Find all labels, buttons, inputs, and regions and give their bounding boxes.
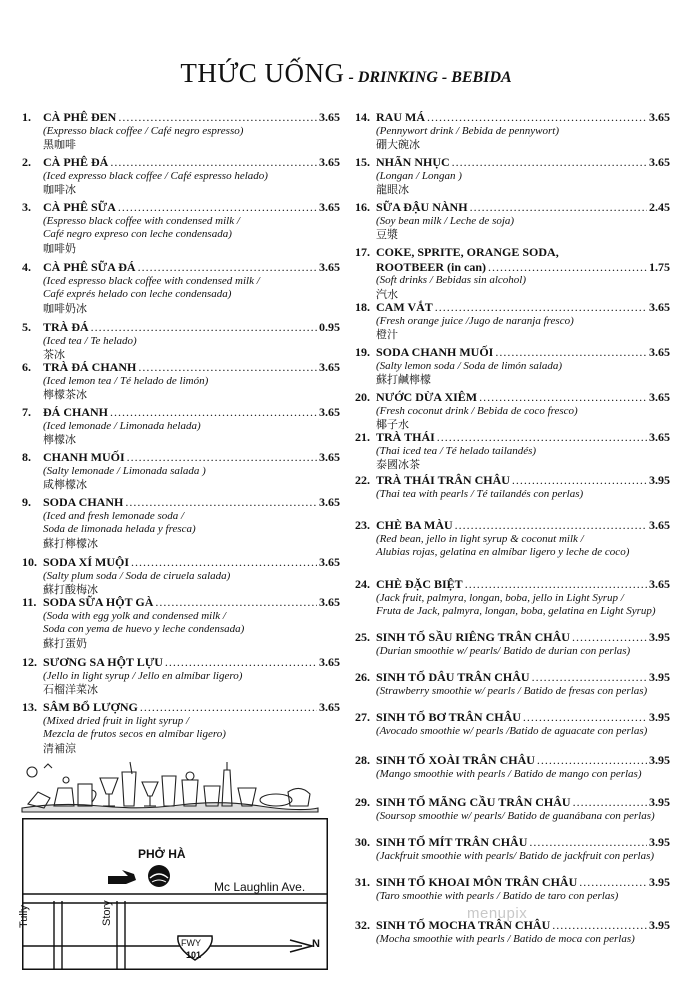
item-description: (Salty plum soda / Soda de ciruela salada)	[43, 569, 231, 582]
item-chinese-name: 椰子水	[376, 418, 409, 431]
item-description: (Strawberry smoothie w/ pearls / Batido de fresas con perlas)	[376, 684, 648, 697]
dot-leader	[140, 700, 317, 715]
dot-leader	[110, 405, 317, 420]
item-chinese-name: 咖啡奶	[43, 241, 76, 255]
item-name: SINH TỐ MÃNG CẦU TRÂN CHÂU	[376, 795, 571, 809]
dot-leader	[452, 155, 647, 170]
item-number: 21.	[355, 430, 370, 444]
item-description: Café negro expreso con leche condensada)	[43, 228, 232, 240]
item-description: (Soft drinks / Bebidas sin alcohol)	[376, 274, 527, 286]
item-header	[22, 155, 340, 170]
item-chinese-name: 泰國冰茶	[376, 458, 420, 471]
menu-item	[355, 430, 670, 472]
item-header	[355, 300, 670, 315]
item-number: 29.	[355, 795, 370, 809]
menu-item	[22, 405, 340, 447]
item-name: CHÈ BA MÀU	[376, 518, 453, 532]
title-subtitle: - DRINKING - BEBIDA	[344, 69, 512, 86]
item-name: CAM VẮT	[376, 300, 433, 314]
item-name: TRÀ ĐÁ	[43, 320, 89, 334]
item-description: (Salty lemonade / Limonada salada )	[43, 464, 206, 477]
item-header	[355, 670, 670, 685]
item-chinese-name: 蘇打鹹檸檬	[376, 373, 431, 386]
item-name: CHANH MUỐI	[43, 450, 125, 464]
menu-item	[22, 450, 340, 492]
item-description: (Jello in light syrup / Jello en almíbar ligero)	[43, 669, 243, 682]
item-price: 3.95	[649, 795, 670, 809]
item-price: 3.65	[319, 495, 340, 509]
menu-item	[355, 200, 670, 242]
item-header	[355, 200, 670, 215]
item-price: 3.95	[649, 918, 670, 932]
item-price: 3.95	[649, 875, 670, 889]
item-chinese-name: 石榴洋菜冰	[43, 683, 98, 696]
item-price: 3.65	[649, 390, 670, 404]
dot-leader	[479, 390, 647, 405]
item-description: (Soda with egg yolk and condensed milk /	[43, 609, 226, 622]
map-north-label: N	[312, 938, 320, 950]
item-description: (Iced tea / Te helado)	[43, 334, 137, 347]
menu-item	[22, 320, 340, 362]
item-header	[355, 473, 670, 488]
item-description: (Mango smoothie with pearls / Batido de mango con perlas)	[376, 767, 642, 780]
item-chinese-name: 蘇打檸檬冰	[43, 536, 98, 550]
item-header	[22, 595, 340, 610]
menu-item	[355, 795, 670, 823]
map-restaurant-label: PHỞ HÀ	[138, 847, 186, 861]
menu-item	[22, 360, 340, 402]
item-price: 3.95	[649, 670, 670, 684]
item-description: (Soy bean milk / Leche de soja)	[376, 214, 515, 227]
menu-item	[22, 155, 340, 197]
dot-leader	[529, 835, 647, 850]
item-description: Café exprés helado con leche condensada)	[43, 288, 232, 300]
menu-item	[355, 245, 670, 302]
item-price: 3.65	[319, 595, 340, 609]
item-description: Soda con yema de huevo y leche condensada)	[43, 623, 245, 635]
item-header	[22, 200, 340, 215]
item-number: 16.	[355, 200, 370, 214]
item-chinese-name: 檸檬茶冰	[43, 388, 87, 401]
item-header	[355, 577, 670, 592]
item-chinese-name: 咖啡奶冰	[43, 301, 87, 315]
item-description: (Fresh orange juice /Jugo de naranja fresco)	[376, 314, 574, 327]
item-number: 12.	[22, 655, 37, 669]
map-story-label: Story	[101, 900, 113, 926]
item-chinese-name: 黑咖啡	[43, 138, 76, 151]
item-description: (Mixed dried fruit in light syrup /	[43, 714, 190, 727]
menu-item	[22, 555, 340, 597]
item-chinese-name: 咸檸檬冰	[43, 478, 87, 491]
item-name-line2: ROOTBEER (in can)	[376, 259, 487, 274]
dot-leader	[573, 795, 647, 810]
item-header	[355, 245, 670, 260]
item-price: 0.95	[319, 320, 340, 334]
item-description: (Durian smoothie w/ pearls/ Batido de durian con perlas)	[376, 644, 631, 657]
item-name: SINH TỐ MOCHA TRÂN CHÂU	[376, 918, 551, 932]
item-name: SINH TỐ KHOAI MÔN TRÂN CHÂU	[376, 875, 578, 889]
menu-item	[22, 595, 340, 651]
item-chinese-name: 硼大碗冰	[376, 138, 420, 151]
item-header	[355, 875, 670, 890]
item-header	[22, 320, 340, 335]
item-name: SODA SỮA HỘT GÀ	[43, 595, 154, 609]
item-number: 11.	[22, 595, 37, 609]
item-header	[355, 155, 670, 170]
item-chinese-name: 檸檬冰	[43, 433, 76, 446]
item-header	[355, 753, 670, 768]
item-price: 3.65	[319, 360, 340, 374]
menu-item	[22, 260, 340, 316]
dot-leader	[532, 670, 647, 685]
item-price: 3.65	[319, 155, 340, 169]
drinks-illustration	[20, 758, 320, 814]
item-name: TRÀ THÁI	[376, 430, 435, 444]
dot-leader	[131, 555, 317, 570]
item-price: 3.95	[649, 753, 670, 767]
item-header	[355, 835, 670, 850]
item-chinese-name: 蘇打酸梅冰	[43, 583, 98, 596]
item-number: 23.	[355, 518, 370, 532]
item-description: (Mocha smoothie with pearls / Batido de moca con perlas)	[376, 932, 635, 945]
item-chinese-name: 龍眼冰	[376, 183, 409, 196]
item-price: 3.65	[319, 405, 340, 419]
dot-leader	[455, 518, 647, 533]
item-name: SỮA ĐẬU NÀNH	[376, 200, 468, 214]
item-header	[22, 655, 340, 670]
item-description: (Espresso black coffee with condensed milk /	[43, 214, 240, 227]
item-header	[22, 450, 340, 465]
item-price: 3.65	[649, 155, 670, 169]
item-chinese-name: 蘇打蛋奶	[43, 636, 87, 650]
dot-leader	[572, 630, 647, 645]
menu-item	[355, 670, 670, 698]
item-chinese-name: 清補涼	[43, 741, 76, 755]
location-map	[22, 818, 328, 970]
item-price: 3.65	[649, 110, 670, 124]
dot-leader	[470, 200, 647, 215]
item-number: 28.	[355, 753, 370, 767]
item-price: 3.65	[319, 200, 340, 214]
item-number: 27.	[355, 710, 370, 724]
item-chinese-name: 茶冰	[43, 348, 65, 361]
item-name: CÀ PHÊ ĐEN	[43, 110, 117, 124]
item-number: 22.	[355, 473, 370, 487]
item-price: 3.65	[649, 345, 670, 359]
map-tully-label: Tully	[18, 905, 30, 928]
menu-item	[22, 110, 340, 152]
menu-item	[22, 700, 340, 756]
item-header	[22, 700, 340, 715]
item-name: COKE, SPRITE, ORANGE SODA,	[376, 245, 559, 259]
dot-leader	[495, 345, 647, 360]
menu-item	[355, 630, 670, 658]
item-description: (Iced espresso black coffee with condensed milk /	[43, 274, 260, 287]
item-description: (Fresh coconut drink / Bebida de coco fresco)	[376, 404, 578, 417]
item-number: 24.	[355, 577, 370, 591]
item-description: (Salty lemon soda / Soda de limón salada)	[376, 359, 563, 372]
item-name: CÀ PHÊ ĐÁ	[43, 155, 109, 169]
item-name: ĐÁ CHANH	[43, 405, 108, 419]
item-header	[355, 260, 670, 275]
item-price: 3.95	[649, 710, 670, 724]
menu-item	[22, 655, 340, 697]
menu-item	[355, 473, 670, 501]
item-price: 3.65	[319, 555, 340, 569]
menu-item	[355, 710, 670, 738]
item-name: SINH TỐ SẦU RIÊNG TRÂN CHÂU	[376, 630, 570, 644]
menu-item	[355, 300, 670, 342]
item-header	[355, 430, 670, 445]
item-description: (Longan / Longan )	[376, 169, 462, 182]
item-header	[22, 260, 340, 275]
map-fwy-label: FWY	[181, 938, 201, 948]
item-header	[355, 630, 670, 645]
item-name: CHÈ ĐẶC BIỆT	[376, 577, 463, 591]
item-number: 9.	[22, 495, 31, 509]
item-header	[355, 710, 670, 725]
dot-leader	[552, 918, 647, 933]
item-description: (Red bean, jello in light syrup & coconut milk /	[376, 532, 584, 545]
item-name: SINH TỐ MÍT TRÂN CHÂU	[376, 835, 528, 849]
item-description: (Thai tea with pearls / Té tailandés con perlas)	[376, 487, 584, 500]
item-number: 20.	[355, 390, 370, 404]
item-description: (Jack fruit, palmyra, longan, boba, jello in Light Syrup /	[376, 591, 624, 604]
dot-leader	[427, 110, 647, 125]
dot-leader	[523, 710, 647, 725]
item-price: 3.65	[649, 577, 670, 591]
item-name: NƯỚC DỪA XIÊM	[376, 390, 478, 404]
item-number: 15.	[355, 155, 370, 169]
item-chinese-name: 咖啡冰	[43, 183, 76, 196]
item-description: (Iced lemon tea / Té helado de limón)	[43, 374, 209, 387]
item-name: CÀ PHÊ SỮA ĐÁ	[43, 260, 136, 274]
item-name: TRÀ ĐÁ CHANH	[43, 360, 137, 374]
item-name: CÀ PHÊ SỮA	[43, 200, 116, 214]
item-header	[22, 360, 340, 375]
item-description: (Iced lemonade / Limonada helada)	[43, 419, 201, 432]
map-mclaughlin-label: Mc Laughlin Ave.	[214, 880, 306, 894]
dot-leader	[138, 260, 317, 275]
dot-leader	[435, 300, 647, 315]
dot-leader	[118, 200, 317, 215]
dot-leader	[465, 577, 647, 592]
item-name: SODA CHANH MUỐI	[376, 345, 494, 359]
item-chinese-name: 橙汁	[376, 328, 398, 341]
item-number: 5.	[22, 320, 31, 334]
restaurant-logo-icon	[148, 865, 170, 887]
item-description: (Pennywort drink / Bebida de pennywort)	[376, 124, 559, 137]
item-header	[22, 110, 340, 125]
menu-item	[355, 518, 670, 560]
item-header	[355, 390, 670, 405]
item-price: 3.65	[319, 110, 340, 124]
menu-item	[355, 875, 670, 903]
item-price: 2.45	[649, 200, 670, 214]
item-number: 25.	[355, 630, 370, 644]
item-description: Alubias rojas, gelatina en almíbar ligero y leche de coco)	[376, 546, 630, 558]
item-description: (Avocado smoothie w/ pearls /Batido de aguacate con perlas)	[376, 724, 648, 737]
item-price: 3.95	[649, 473, 670, 487]
item-price: 1.75	[649, 259, 670, 274]
dot-leader	[437, 430, 647, 445]
item-number: 6.	[22, 360, 31, 374]
item-number: 18.	[355, 300, 370, 314]
item-price: 3.65	[649, 300, 670, 314]
item-chinese-name: 豆漿	[376, 228, 398, 241]
dot-leader	[118, 110, 317, 125]
title-vietnamese: THỨC UỐNG	[180, 58, 345, 88]
item-number: 10.	[22, 555, 37, 569]
dot-leader	[165, 655, 317, 670]
item-name: SINH TỐ BƠ TRÂN CHÂU	[376, 710, 521, 724]
dot-leader	[512, 473, 647, 488]
item-price: 3.65	[319, 700, 340, 714]
item-name: SINH TỐ XOÀI TRÂN CHÂU	[376, 753, 535, 767]
menu-item	[355, 577, 670, 619]
item-number: 8.	[22, 450, 31, 464]
item-number: 4.	[22, 260, 31, 274]
menu-item	[355, 918, 670, 946]
dot-leader	[138, 360, 317, 375]
item-number: 30.	[355, 835, 370, 849]
dot-leader	[488, 260, 647, 275]
item-number: 7.	[22, 405, 31, 419]
item-name: TRÀ THÁI TRÂN CHÂU	[376, 473, 510, 487]
item-name: SƯƠNG SA HỘT LỰU	[43, 655, 163, 669]
item-header	[355, 345, 670, 360]
item-number: 1.	[22, 110, 31, 124]
item-header	[22, 405, 340, 420]
item-header	[355, 518, 670, 533]
item-number: 3.	[22, 200, 31, 214]
item-name: RAU MÁ	[376, 110, 425, 124]
menu-item	[355, 835, 670, 863]
dot-leader	[110, 155, 317, 170]
item-number: 2.	[22, 155, 31, 169]
item-number: 13.	[22, 700, 37, 714]
item-header	[355, 110, 670, 125]
item-description: (Taro smoothie with pearls / Batido de taro con perlas)	[376, 889, 619, 902]
item-description: Mezcla de frutos secos en almíbar ligero)	[43, 728, 226, 740]
item-header	[355, 795, 670, 810]
item-price: 3.65	[319, 655, 340, 669]
item-price: 3.95	[649, 630, 670, 644]
menu-item	[355, 753, 670, 781]
menu-item	[22, 200, 340, 256]
item-number: 32.	[355, 918, 370, 932]
dot-leader	[91, 320, 317, 335]
dot-leader	[127, 450, 317, 465]
dot-leader	[125, 495, 317, 510]
dot-leader	[537, 753, 647, 768]
item-header	[22, 495, 340, 510]
item-description: (Iced and fresh lemonade soda /	[43, 509, 185, 522]
item-number: 31.	[355, 875, 370, 889]
item-price: 3.65	[319, 450, 340, 464]
dot-leader	[579, 875, 647, 890]
item-description: (Soursop smoothie w/ pearls/ Batido de guanábana con perlas)	[376, 809, 655, 822]
menu-item	[355, 155, 670, 197]
item-name: SODA CHANH	[43, 495, 124, 509]
item-price: 3.65	[649, 518, 670, 532]
item-name: SINH TỐ DÂU TRÂN CHÂU	[376, 670, 530, 684]
item-description: (Expresso black coffee / Café negro espresso)	[43, 124, 244, 137]
menu-item	[355, 345, 670, 387]
item-description: (Thai iced tea / Té helado tailandés)	[376, 444, 537, 457]
item-chinese-name: 汽水	[376, 287, 398, 301]
map-fwy-number: 101	[186, 950, 202, 960]
item-price: 3.95	[649, 835, 670, 849]
item-name: SODA XÍ MUỘI	[43, 555, 130, 569]
item-name: SÂM BỔ LƯỢNG	[43, 700, 138, 714]
menu-item	[355, 110, 670, 152]
menu-item	[22, 495, 340, 551]
item-number: 26.	[355, 670, 370, 684]
menu-item	[355, 390, 670, 432]
item-number: 19.	[355, 345, 370, 359]
item-number: 17.	[355, 245, 370, 259]
item-number: 14.	[355, 110, 370, 124]
item-header	[22, 555, 340, 570]
item-description: (Jackfruit smoothie with pearls/ Batido de jackfruit con perlas)	[376, 849, 655, 862]
menu-title	[0, 58, 692, 89]
watermark: menupix	[467, 905, 528, 922]
item-description: (Iced expresso black coffee / Café espresso helado)	[43, 169, 268, 182]
item-name: NHÃN NHỤC	[376, 155, 450, 169]
item-description: Fruta de Jack, palmyra, longan, boba, gelatina en Light Syrup)	[376, 605, 656, 617]
item-description: Soda de limonada helada y fresca)	[43, 523, 196, 535]
dot-leader	[155, 595, 317, 610]
item-price: 3.65	[319, 260, 340, 274]
item-price: 3.65	[649, 430, 670, 444]
